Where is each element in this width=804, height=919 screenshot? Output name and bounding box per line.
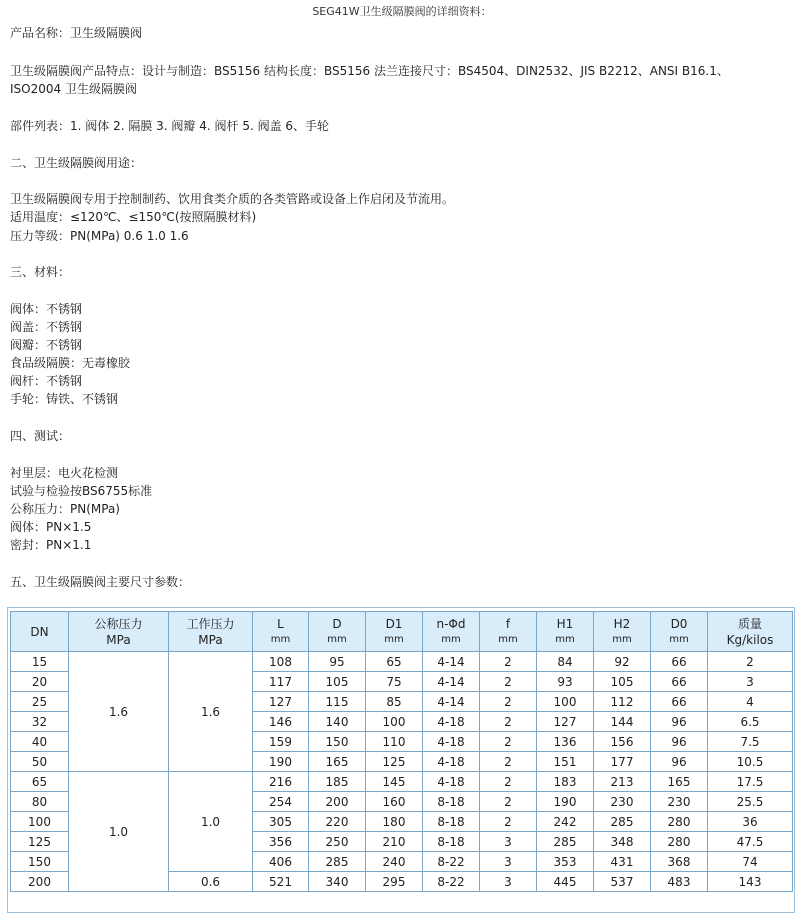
cell-dn: 65 [11, 772, 69, 792]
cell-weight: 3 [708, 672, 793, 692]
cell-dn: 25 [11, 692, 69, 712]
cell-bolts: 8-22 [423, 872, 480, 892]
cell-dn: 15 [11, 652, 69, 672]
column-header-label: 质量 [737, 616, 762, 631]
material-stem: 阀杆：不锈钢 [10, 374, 83, 388]
cell-h2: 156 [594, 732, 651, 752]
cell-f: 2 [480, 712, 537, 732]
cell-h2: 177 [594, 752, 651, 772]
cell-f: 2 [480, 792, 537, 812]
cell-d0: 280 [651, 832, 708, 852]
cell-f: 2 [480, 812, 537, 832]
cell-d0: 483 [651, 872, 708, 892]
cell-d: 140 [309, 712, 366, 732]
column-header-label: DN [30, 624, 49, 639]
cell-dn: 32 [11, 712, 69, 732]
cell-l: 305 [253, 812, 309, 832]
column-header [69, 612, 169, 652]
cell-l: 159 [253, 732, 309, 752]
cell-bolts: 4-14 [423, 652, 480, 672]
cell-dn: 100 [11, 812, 69, 832]
column-header-label: D0 [670, 616, 688, 631]
temperature-text: 适用温度：≤120℃、≤150℃(按照隔膜材料) [10, 210, 257, 224]
cell-l: 146 [253, 712, 309, 732]
cell-dn: 40 [11, 732, 69, 752]
column-header [423, 612, 480, 652]
cell-h2: 105 [594, 672, 651, 692]
column-header-unit: mm [498, 633, 518, 645]
column-header-unit: mm [384, 633, 404, 645]
cell-h2: 213 [594, 772, 651, 792]
cell-d1: 110 [366, 732, 423, 752]
cell-f: 2 [480, 692, 537, 712]
cell-d1: 145 [366, 772, 423, 792]
cell-l: 356 [253, 832, 309, 852]
column-header [169, 612, 253, 652]
table-header-row [11, 612, 793, 652]
material-diaphragm: 食品级隔膜：无毒橡胶 [10, 356, 131, 370]
test-nominal-pressure: 公称压力：PN(MPa) [10, 502, 120, 516]
cell-h1: 242 [537, 812, 594, 832]
cell-d0: 165 [651, 772, 708, 792]
cell-d1: 240 [366, 852, 423, 872]
column-header [253, 612, 309, 652]
test-body: 阀体：PN×1.5 [10, 520, 92, 534]
cell-bolts: 8-18 [423, 832, 480, 852]
cell-d0: 66 [651, 692, 708, 712]
column-header-label: f [505, 616, 511, 631]
cell-h1: 100 [537, 692, 594, 712]
column-header [11, 612, 69, 652]
column-header-label: D1 [385, 616, 403, 631]
cell-bolts: 4-18 [423, 732, 480, 752]
cell-d0: 280 [651, 812, 708, 832]
cell-h2: 431 [594, 852, 651, 872]
cell-h1: 183 [537, 772, 594, 792]
cell-d1: 75 [366, 672, 423, 692]
cell-h2: 230 [594, 792, 651, 812]
cell-h1: 84 [537, 652, 594, 672]
cell-d: 340 [309, 872, 366, 892]
cell-d: 115 [309, 692, 366, 712]
column-header-unit: mm [270, 633, 291, 645]
cell-d: 185 [309, 772, 366, 792]
cell-f: 2 [480, 652, 537, 672]
cell-f: 3 [480, 852, 537, 872]
cell-weight: 25.5 [708, 792, 793, 812]
cell-d1: 160 [366, 792, 423, 812]
cell-nominal-pressure: 1.0 [69, 772, 169, 892]
column-header-label: n-Φd [436, 616, 466, 631]
material-body: 阀体：不锈钢 [10, 302, 83, 316]
column-header-label: H2 [613, 616, 631, 631]
column-header-label: L [277, 616, 284, 631]
cell-h1: 285 [537, 832, 594, 852]
material-disc: 阀瓣：不锈钢 [10, 338, 83, 352]
cell-weight: 6.5 [708, 712, 793, 732]
cell-h2: 285 [594, 812, 651, 832]
column-header-label: 工作压力 [186, 616, 235, 631]
cell-bolts: 8-18 [423, 792, 480, 812]
cell-dn: 50 [11, 752, 69, 772]
column-header [366, 612, 423, 652]
cell-weight: 47.5 [708, 832, 793, 852]
material-bonnet: 阀盖：不锈钢 [10, 320, 83, 334]
features-line-1: 卫生级隔膜阀产品特点：设计与制造：BS5156 结构长度：BS5156 法兰连接尺寸：BS4504、DIN2532、JIS B2212、ANSI B16.1、 [10, 64, 729, 78]
cell-l: 117 [253, 672, 309, 692]
cell-l: 127 [253, 692, 309, 712]
material-handwheel: 手轮：铸铁、不锈钢 [10, 392, 119, 406]
cell-dn: 20 [11, 672, 69, 692]
parts-list: 部件列表：1. 阀体 2. 隔膜 3. 阀瓣 4. 阀杆 5. 阀盖 6、手轮 [10, 119, 330, 133]
column-header-unit: MPa [106, 632, 131, 647]
cell-d: 220 [309, 812, 366, 832]
section-usage-heading: 二、卫生级隔膜阀用途： [10, 156, 143, 170]
column-header-unit: mm [441, 633, 461, 645]
cell-weight: 10.5 [708, 752, 793, 772]
cell-d: 165 [309, 752, 366, 772]
section-test-heading: 四、测试： [10, 429, 71, 443]
cell-d: 250 [309, 832, 366, 852]
column-header-label: 公称压力 [94, 616, 143, 631]
cell-l: 254 [253, 792, 309, 812]
column-header-unit: MPa [198, 632, 223, 647]
cell-l: 521 [253, 872, 309, 892]
column-header-label: D [332, 616, 342, 631]
test-lining: 衬里层：电火花检测 [10, 466, 119, 480]
cell-d1: 85 [366, 692, 423, 712]
column-header [309, 612, 366, 652]
cell-dn: 200 [11, 872, 69, 892]
table-row [11, 772, 793, 792]
column-header [537, 612, 594, 652]
cell-bolts: 4-18 [423, 752, 480, 772]
cell-f: 3 [480, 872, 537, 892]
cell-weight: 2 [708, 652, 793, 672]
cell-h2: 537 [594, 872, 651, 892]
cell-d0: 66 [651, 672, 708, 692]
cell-h1: 190 [537, 792, 594, 812]
cell-weight: 143 [708, 872, 793, 892]
test-standard: 试验与检验按BS6755标准 [10, 484, 153, 498]
cell-h2: 144 [594, 712, 651, 732]
column-header [708, 612, 793, 652]
column-header-unit: mm [612, 633, 632, 645]
cell-h2: 92 [594, 652, 651, 672]
cell-h2: 348 [594, 832, 651, 852]
dimensions-table [10, 611, 793, 892]
cell-h1: 93 [537, 672, 594, 692]
column-header-unit: mm [327, 633, 347, 645]
cell-working-pressure: 1.0 [169, 772, 253, 872]
cell-d0: 96 [651, 752, 708, 772]
cell-weight: 4 [708, 692, 793, 712]
cell-dn: 80 [11, 792, 69, 812]
cell-h1: 353 [537, 852, 594, 872]
cell-h1: 136 [537, 732, 594, 752]
cell-d1: 295 [366, 872, 423, 892]
product-name: 产品名称：卫生级隔膜阀 [10, 26, 143, 40]
cell-bolts: 4-18 [423, 772, 480, 792]
column-header [480, 612, 537, 652]
column-header [594, 612, 651, 652]
cell-h1: 151 [537, 752, 594, 772]
cell-d1: 180 [366, 812, 423, 832]
cell-d1: 100 [366, 712, 423, 732]
column-header-label: H1 [556, 616, 574, 631]
cell-h2: 112 [594, 692, 651, 712]
section-dimensions-heading: 五、卫生级隔膜阀主要尺寸参数： [10, 575, 191, 589]
cell-d0: 66 [651, 652, 708, 672]
cell-f: 2 [480, 772, 537, 792]
cell-nominal-pressure: 1.6 [69, 652, 169, 772]
cell-h1: 127 [537, 712, 594, 732]
pressure-text: 压力等级：PN(MPa) 0.6 1.0 1.6 [10, 229, 189, 243]
cell-weight: 36 [708, 812, 793, 832]
cell-l: 406 [253, 852, 309, 872]
column-header-unit: Kg/kilos [726, 632, 774, 647]
cell-d1: 65 [366, 652, 423, 672]
column-header-unit: mm [555, 633, 575, 645]
cell-d1: 210 [366, 832, 423, 852]
cell-dn: 125 [11, 832, 69, 852]
cell-d0: 96 [651, 712, 708, 732]
section-material-heading: 三、材料： [10, 265, 71, 279]
cell-d: 105 [309, 672, 366, 692]
cell-h1: 445 [537, 872, 594, 892]
cell-working-pressure: 0.6 [169, 872, 253, 892]
cell-d: 285 [309, 852, 366, 872]
table-row [11, 652, 793, 672]
cell-bolts: 8-18 [423, 812, 480, 832]
cell-f: 2 [480, 672, 537, 692]
usage-text: 卫生级隔膜阀专用于控制制药、饮用食类介质的各类管路或设备上作启闭及节流用。 [10, 192, 455, 206]
cell-d: 200 [309, 792, 366, 812]
column-header [651, 612, 708, 652]
cell-bolts: 8-22 [423, 852, 480, 872]
cell-l: 190 [253, 752, 309, 772]
page-title: SEG41W卫生级隔膜阀的详细资料： [312, 5, 492, 18]
cell-d0: 230 [651, 792, 708, 812]
cell-f: 2 [480, 752, 537, 772]
cell-d0: 96 [651, 732, 708, 752]
cell-weight: 7.5 [708, 732, 793, 752]
cell-weight: 74 [708, 852, 793, 872]
features-line-2: ISO2004 卫生级隔膜阀 [10, 82, 137, 96]
column-header-unit: mm [669, 633, 689, 645]
cell-bolts: 4-18 [423, 712, 480, 732]
cell-l: 216 [253, 772, 309, 792]
cell-bolts: 4-14 [423, 672, 480, 692]
cell-weight: 17.5 [708, 772, 793, 792]
test-seal: 密封：PN×1.1 [10, 538, 92, 552]
cell-working-pressure: 1.6 [169, 652, 253, 772]
cell-bolts: 4-14 [423, 692, 480, 712]
cell-d0: 368 [651, 852, 708, 872]
cell-d1: 125 [366, 752, 423, 772]
cell-f: 2 [480, 732, 537, 752]
cell-d: 95 [309, 652, 366, 672]
cell-dn: 150 [11, 852, 69, 872]
cell-l: 108 [253, 652, 309, 672]
cell-d: 150 [309, 732, 366, 752]
cell-f: 3 [480, 832, 537, 852]
